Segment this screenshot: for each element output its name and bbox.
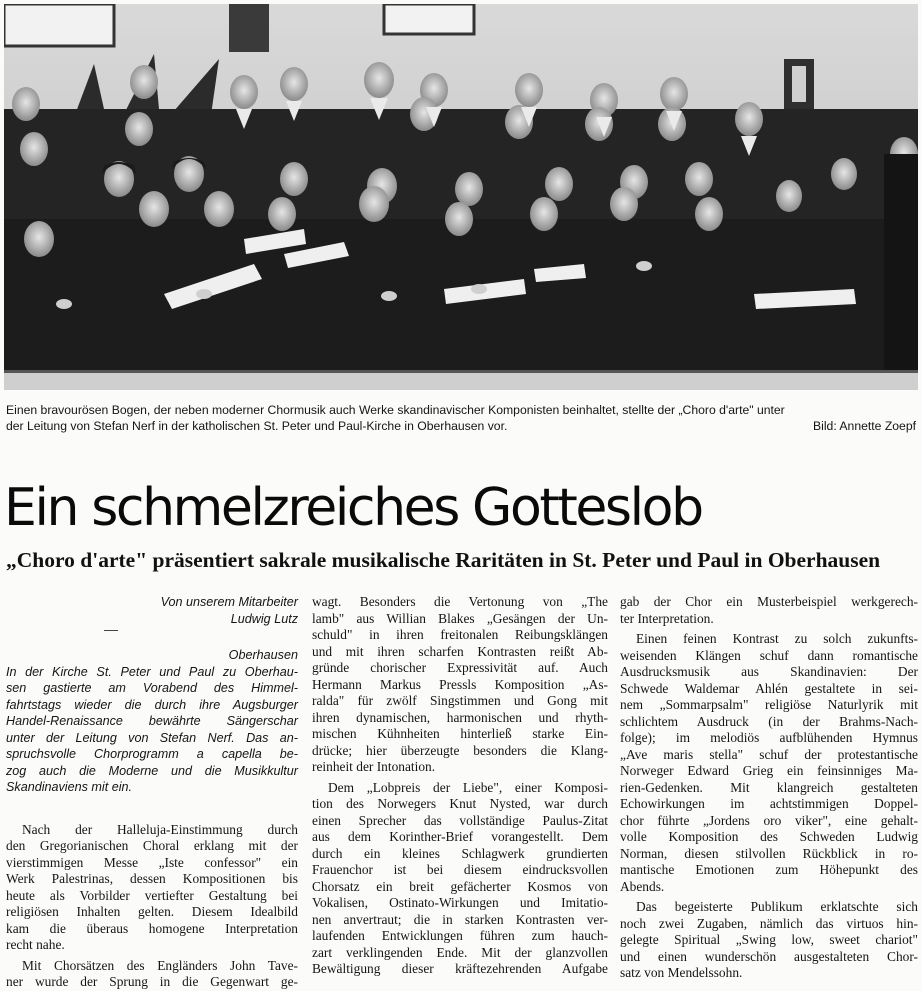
text-line: In der Kirche St. Peter und Paul zu Oberhau- xyxy=(6,664,298,679)
caption-text-2: der Leitung von Stefan Nerf in der katholischen St. Peter und Paul-Kirche in Oberhausen vor. xyxy=(6,419,508,433)
text-line: Handel-Renaissance bewährte Sängerschar xyxy=(6,714,298,728)
column-3 xyxy=(620,594,918,982)
text-line: Norman, diesen stilvollen Rückblick in ro- xyxy=(620,845,918,861)
text-line: „Ave maris stella" schuf der protestantische xyxy=(620,746,918,762)
text-line: sen gastierte am Vorabend des Himmel- xyxy=(6,681,298,695)
paragraph xyxy=(312,780,608,978)
text-line: ter Interpretation. xyxy=(620,610,714,626)
text-line: Nach der Halleluja-Einstimmung durch xyxy=(22,821,298,837)
text-line: chor führte „Jordens oro viker", eine gehalt- xyxy=(620,812,918,828)
paragraph xyxy=(620,631,918,895)
text-line: Abends. xyxy=(620,878,665,894)
text-line: tion des Norwegers Knut Nysted, war durch xyxy=(312,796,608,811)
text-line: Skandinaviens mit ein. xyxy=(6,780,133,794)
text-line: heute als Vorbilder vertiefter Gestaltung bei xyxy=(6,887,298,903)
text-line: gab der Chor ein Musterbeispiel werkgerech- xyxy=(620,594,918,609)
text-line: gelegte Spiritual „Swing low, sweet chariot" xyxy=(620,932,918,947)
text-line: fahrtstags wieder die durch ihre Augsburger xyxy=(6,697,298,712)
text-line: Schwede Waldemar Ahlén gestaltete in sei- xyxy=(620,680,918,696)
text-line: wagt. Besonders die Vertonung von „The xyxy=(312,594,608,609)
text-line: Chorsatz ein breit gefächerter Kosmos von xyxy=(312,878,608,894)
text-line: Echowirkungen im achtstimmigen Doppel- xyxy=(620,796,918,811)
text-line: Ausdrucksmusik aus Skandinavien: Der xyxy=(620,664,918,679)
paragraph xyxy=(6,822,298,954)
text-line: kam die überaus homogene Interpretation xyxy=(6,920,298,936)
column-2 xyxy=(312,594,608,978)
text-line: Vokalisen, Ostinato-Wirkungen und Imitatio- xyxy=(312,895,608,910)
text-line: Das begeisterte Publikum erklatschte sich xyxy=(636,899,918,914)
text-line: und mit ihren scharfen Kontrasten reißt Ab- xyxy=(312,643,608,659)
text-line: drücke; hier überzeugte besonders die Klang- xyxy=(312,742,608,758)
byline-role: Von unserem Mitarbeiter xyxy=(160,595,298,609)
text-line: Mit Chorsätzen des Engländers John Tave- xyxy=(22,957,298,973)
text-line: aus dem Korinther-Brief vorangestellt. Dem xyxy=(312,829,608,844)
text-line: ner wurde der Sprung in die Gegenwart ge- xyxy=(6,974,298,989)
paragraph xyxy=(620,899,918,982)
text-line: mischen Kühnheiten hinterließ starke Ein- xyxy=(312,726,608,741)
divider xyxy=(104,630,118,631)
text-line: noch zwei Zugaben, nämlich das virtuos hin- xyxy=(620,915,918,931)
intro-paragraph xyxy=(6,664,298,796)
byline xyxy=(6,594,298,627)
subheadline: „Choro d'arte" präsentiert sakrale musikalische Raritäten in St. Peter und Paul in Oberhausen xyxy=(6,548,881,572)
paragraph xyxy=(6,958,298,991)
text-line: Norweger Edward Grieg ein feinsinniges Ma- xyxy=(620,763,918,778)
text-line: religiösen Inhalten gelten. Diesem Idealbild xyxy=(6,904,298,919)
text-line: rien-Gedenken. Mit klangreich gestalteten xyxy=(620,779,918,795)
dateline-place: Oberhausen xyxy=(228,648,298,662)
text-line: gründe chorischer Expressivität auf. Auch xyxy=(312,660,608,675)
photo-caption xyxy=(6,402,916,434)
text-line: Hermann Markus Pressls Komposition „As- xyxy=(312,676,608,692)
byline-author: Ludwig Lutz xyxy=(230,611,298,626)
text-line: laufenden Entwicklungen führen zum hauch- xyxy=(312,928,608,943)
text-line: mantische Emotionen zum Höhepunkt des xyxy=(620,862,918,877)
text-line: Frauenchor ist bei diesem eindrucksvollen xyxy=(312,862,608,877)
text-line: unter der Leitung von Stefan Nerf. Das an- xyxy=(6,730,298,745)
text-line: nen anvertraut; die in starken Kontrasten ver- xyxy=(312,911,608,927)
photo-credit: Bild: Annette Zoepf xyxy=(813,419,916,433)
text-line: Einen feinen Kontrast zu solch zukunfts- xyxy=(636,631,918,646)
caption-line-1 xyxy=(6,402,916,418)
text-line: satz von Mendelssohn. xyxy=(620,965,743,980)
text-line: schlichtem Ausdruck (in der Brahms-Nach- xyxy=(620,713,918,729)
text-line: und einen wunderschön ausgestalteten Chor- xyxy=(620,948,918,964)
paragraph xyxy=(620,594,918,627)
text-line: ralda" für zwölf Singstimmen und Gong mit xyxy=(312,693,608,708)
text-line: volle Komposition des Schweden Ludwig xyxy=(620,829,918,844)
headline: Ein schmelzreiches Gotteslob xyxy=(4,478,702,538)
text-line: nem „Sommarpsalm" religiöse Naturlyrik mit xyxy=(620,697,918,712)
text-line: ihren dynamischen, harmonischen und rhyth- xyxy=(312,709,608,725)
caption-text-1: Einen bravourösen Bogen, der neben moderner Chormusik auch Werke skandinavischer Komponisten beinhaltet, stellte der „Choro d'arte" unter xyxy=(6,403,785,417)
text-line: folge); im melodiös aufblühenden Hymnus xyxy=(620,730,918,745)
text-line: lamb" aus Willian Blakes „Gesängen der Un- xyxy=(312,610,608,626)
text-line: durch ein kleines Schlagwerk grundierten xyxy=(312,845,608,861)
text-line: den Gregorianischen Choral erklang mit der xyxy=(6,838,298,853)
paragraph xyxy=(312,594,608,776)
text-line: zog auch die Moderne und die Musikkultur xyxy=(6,763,298,778)
column-1 xyxy=(6,594,298,991)
text-line: spruchsvolle Chorprogramm a capella be- xyxy=(6,747,298,761)
text-line: reinheit der Intonation. xyxy=(312,759,436,774)
text-line: schuld" in ihren freitonalen Reibungsklängen xyxy=(312,627,608,642)
text-line: einen Sprecher das vollständige Paulus-Zitat xyxy=(312,812,608,828)
caption-line-2 xyxy=(6,418,916,434)
text-line: weisenden Klängen schuf dann romantische xyxy=(620,647,918,663)
text-line: recht nahe. xyxy=(6,937,65,952)
text-line: vierstimmigen Messe „Iste confessor" ein xyxy=(6,854,298,870)
choir-photo-icon xyxy=(4,4,918,390)
text-line: Werk Palestrinas, dessen Kompositionen bis xyxy=(6,871,298,886)
choir-photo xyxy=(4,4,918,390)
text-line: Dem „Lobpreis der Liebe", einer Komposi- xyxy=(328,779,608,795)
text-line: zart verklingenden Ende. Mit der glanzvollen xyxy=(312,944,608,960)
text-line: Bewältigung dieser kräftezehrenden Aufgabe xyxy=(312,961,608,976)
